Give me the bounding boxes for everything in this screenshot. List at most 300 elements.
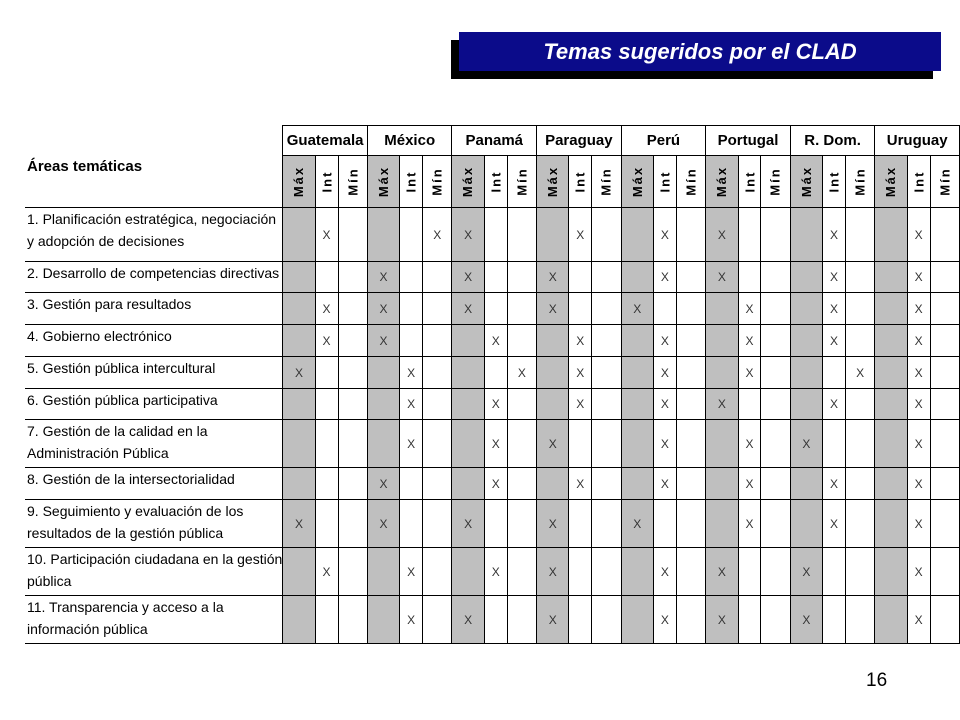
mark-cell: X <box>738 325 761 357</box>
mark-cell <box>338 468 367 500</box>
mark-cell <box>676 293 705 325</box>
mark-cell <box>676 389 705 420</box>
mark-cell <box>592 293 621 325</box>
mark-cell <box>537 208 569 262</box>
mark-cell <box>569 596 592 644</box>
mark-cell: X <box>537 596 569 644</box>
mark-cell <box>484 357 507 389</box>
mark-cell <box>592 208 621 262</box>
mark-cell <box>761 389 790 420</box>
mark-cell <box>823 548 846 596</box>
mark-cell <box>930 596 959 644</box>
mark-cell: X <box>452 208 484 262</box>
row-label <box>25 208 283 262</box>
subcolumn-label: Mín <box>683 166 699 196</box>
mark-cell <box>423 357 452 389</box>
mark-cell: X <box>907 357 930 389</box>
mark-cell <box>790 262 822 293</box>
mark-cell: X <box>907 293 930 325</box>
mark-cell <box>790 500 822 548</box>
subcolumn-label: Mín <box>937 166 953 196</box>
mark-cell <box>569 420 592 468</box>
mark-cell <box>875 262 907 293</box>
mark-cell: X <box>569 208 592 262</box>
subcolumn-label: Máx <box>460 165 476 197</box>
subcolumn-label: Int <box>319 170 335 192</box>
mark-cell <box>845 325 874 357</box>
mark-cell <box>338 548 367 596</box>
table-row <box>25 596 960 644</box>
mark-cell <box>706 500 738 548</box>
subcolumn-header <box>930 156 959 208</box>
mark-cell: X <box>907 548 930 596</box>
page-number: 16 <box>866 670 888 691</box>
mark-cell <box>706 468 738 500</box>
subcolumn-header <box>400 156 423 208</box>
table-row <box>25 293 960 325</box>
subcolumn-header <box>653 156 676 208</box>
mark-cell <box>338 420 367 468</box>
mark-cell <box>283 596 315 644</box>
table-row <box>25 548 960 596</box>
mark-cell <box>507 548 536 596</box>
mark-cell <box>706 293 738 325</box>
mark-cell <box>761 325 790 357</box>
mark-cell: X <box>653 208 676 262</box>
mark-cell <box>423 548 452 596</box>
country-header: R. Dom. <box>790 126 875 156</box>
mark-cell <box>676 208 705 262</box>
mark-cell <box>621 596 653 644</box>
mark-cell: X <box>400 596 423 644</box>
row-label-line: 5. Gestión pública intercultural <box>27 360 216 376</box>
mark-cell: X <box>452 596 484 644</box>
mark-cell: X <box>823 468 846 500</box>
mark-cell <box>738 208 761 262</box>
mark-cell: X <box>823 208 846 262</box>
mark-cell <box>338 357 367 389</box>
mark-cell <box>507 468 536 500</box>
mark-cell: X <box>823 389 846 420</box>
mark-cell <box>706 325 738 357</box>
mark-cell: X <box>367 293 399 325</box>
subcolumn-label: Máx <box>376 165 392 197</box>
mark-cell: X <box>907 262 930 293</box>
row-label <box>25 389 283 420</box>
mark-cell <box>592 596 621 644</box>
mark-cell <box>338 293 367 325</box>
row-label <box>25 325 283 357</box>
row-label <box>25 596 283 644</box>
mark-cell <box>423 500 452 548</box>
mark-cell: X <box>484 325 507 357</box>
mark-cell <box>400 325 423 357</box>
table-row <box>25 262 960 293</box>
mark-cell <box>423 293 452 325</box>
mark-cell: X <box>367 262 399 293</box>
mark-cell: X <box>537 548 569 596</box>
mark-cell <box>845 262 874 293</box>
mark-cell <box>423 325 452 357</box>
mark-cell <box>790 357 822 389</box>
mark-cell <box>592 262 621 293</box>
subcolumn-label: Máx <box>291 165 307 197</box>
mark-cell <box>569 262 592 293</box>
mark-cell <box>738 262 761 293</box>
mark-cell <box>845 468 874 500</box>
table-row <box>25 325 960 357</box>
row-label-line: 9. Seguimiento y evaluación de los <box>27 503 244 519</box>
mark-cell <box>592 468 621 500</box>
mark-cell <box>283 420 315 468</box>
mark-cell <box>400 262 423 293</box>
mark-cell: X <box>569 468 592 500</box>
mark-cell <box>621 208 653 262</box>
subcolumn-header <box>592 156 621 208</box>
mark-cell <box>423 468 452 500</box>
subcolumn-label: Int <box>826 170 842 192</box>
mark-cell <box>283 325 315 357</box>
mark-cell: X <box>738 293 761 325</box>
mark-cell <box>283 262 315 293</box>
mark-cell <box>484 293 507 325</box>
mark-cell <box>507 500 536 548</box>
mark-cell <box>452 468 484 500</box>
mark-cell <box>338 208 367 262</box>
row-label-line: 4. Gobierno electrónico <box>27 328 172 344</box>
table-row <box>25 420 960 468</box>
subcolumn-header <box>845 156 874 208</box>
mark-cell <box>283 389 315 420</box>
country-header: Guatemala <box>283 126 368 156</box>
mark-cell: X <box>706 389 738 420</box>
mark-cell: X <box>315 325 338 357</box>
table-body <box>25 208 960 644</box>
mark-cell: X <box>537 500 569 548</box>
mark-cell <box>875 596 907 644</box>
subcolumn-header <box>569 156 592 208</box>
mark-cell <box>823 420 846 468</box>
mark-cell <box>537 389 569 420</box>
mark-cell: X <box>569 325 592 357</box>
mark-cell: X <box>537 293 569 325</box>
row-label-line: 3. Gestión para resultados <box>27 296 192 312</box>
mark-cell: X <box>537 420 569 468</box>
subcolumn-label: Int <box>741 170 757 192</box>
mark-cell <box>930 389 959 420</box>
mark-cell <box>676 548 705 596</box>
mark-cell: X <box>400 357 423 389</box>
mark-cell: X <box>706 596 738 644</box>
mark-cell <box>790 325 822 357</box>
mark-cell <box>315 420 338 468</box>
mark-cell <box>423 262 452 293</box>
mark-cell <box>507 208 536 262</box>
subcolumn-label: Mín <box>852 166 868 196</box>
mark-cell <box>484 262 507 293</box>
row-label-line: resultados de la gestión pública <box>27 525 224 541</box>
mark-cell <box>676 596 705 644</box>
subcolumn-label: Int <box>657 170 673 192</box>
mark-cell <box>569 500 592 548</box>
mark-cell: X <box>653 325 676 357</box>
mark-cell: X <box>400 389 423 420</box>
row-label-line: 10. Participación ciudadana en la gestión <box>27 551 283 567</box>
row-label-line: información pública <box>27 621 148 637</box>
subcolumn-header <box>907 156 930 208</box>
mark-cell <box>875 208 907 262</box>
mark-cell: X <box>907 389 930 420</box>
themes-table <box>25 125 960 644</box>
country-header: Paraguay <box>537 126 622 156</box>
mark-cell <box>845 293 874 325</box>
mark-cell: X <box>790 596 822 644</box>
mark-cell: X <box>706 262 738 293</box>
subcolumn-header <box>537 156 569 208</box>
mark-cell <box>283 548 315 596</box>
mark-cell <box>930 325 959 357</box>
mark-cell <box>676 500 705 548</box>
mark-cell <box>315 468 338 500</box>
mark-cell <box>875 293 907 325</box>
mark-cell <box>761 500 790 548</box>
mark-cell <box>790 389 822 420</box>
mark-cell <box>338 262 367 293</box>
mark-cell <box>452 548 484 596</box>
slide-title: Temas sugeridos por el CLAD <box>459 32 941 71</box>
subcolumn-label: Mín <box>345 166 361 196</box>
mark-cell <box>621 468 653 500</box>
mark-cell <box>452 357 484 389</box>
mark-cell: X <box>653 262 676 293</box>
mark-cell <box>823 357 846 389</box>
mark-cell <box>367 389 399 420</box>
mark-cell: X <box>367 500 399 548</box>
row-label-line: 8. Gestión de la intersectorialidad <box>27 471 235 487</box>
mark-cell: X <box>653 548 676 596</box>
mark-cell <box>569 548 592 596</box>
mark-cell <box>875 500 907 548</box>
mark-cell: X <box>315 208 338 262</box>
subcolumn-header <box>706 156 738 208</box>
subcolumn-header <box>621 156 653 208</box>
mark-cell: X <box>653 389 676 420</box>
row-label-line: 1. Planificación estratégica, negociación <box>27 211 277 227</box>
mark-cell <box>507 293 536 325</box>
mark-cell <box>653 293 676 325</box>
mark-cell <box>676 420 705 468</box>
mark-cell: X <box>283 500 315 548</box>
mark-cell <box>761 357 790 389</box>
mark-cell <box>338 325 367 357</box>
mark-cell <box>875 468 907 500</box>
mark-cell: X <box>484 420 507 468</box>
mark-cell <box>507 596 536 644</box>
mark-cell <box>507 325 536 357</box>
mark-cell <box>761 262 790 293</box>
subcolumn-header <box>484 156 507 208</box>
mark-cell <box>592 420 621 468</box>
mark-cell <box>621 548 653 596</box>
mark-cell <box>367 208 399 262</box>
row-label <box>25 500 283 548</box>
mark-cell <box>676 468 705 500</box>
mark-cell <box>823 596 846 644</box>
mark-cell <box>706 420 738 468</box>
table-row <box>25 500 960 548</box>
mark-cell <box>423 596 452 644</box>
mark-cell: X <box>790 548 822 596</box>
mark-cell <box>592 357 621 389</box>
mark-cell <box>930 548 959 596</box>
row-label <box>25 262 283 293</box>
mark-cell <box>400 293 423 325</box>
mark-cell: X <box>907 208 930 262</box>
mark-cell <box>507 389 536 420</box>
mark-cell: X <box>823 262 846 293</box>
subcolumn-header <box>423 156 452 208</box>
country-header: Uruguay <box>875 126 960 156</box>
subcolumn-header <box>823 156 846 208</box>
mark-cell <box>621 420 653 468</box>
mark-cell: X <box>738 468 761 500</box>
subcolumn-label: Máx <box>714 165 730 197</box>
row-label-line: 2. Desarrollo de competencias directivas <box>27 265 280 281</box>
mark-cell <box>845 596 874 644</box>
mark-cell <box>790 208 822 262</box>
mark-cell <box>761 468 790 500</box>
mark-cell: X <box>315 548 338 596</box>
mark-cell <box>315 262 338 293</box>
row-label-line: y adopción de decisiones <box>27 233 185 249</box>
mark-cell: X <box>537 262 569 293</box>
mark-cell: X <box>452 262 484 293</box>
mark-cell <box>452 389 484 420</box>
mark-cell <box>930 293 959 325</box>
mark-cell <box>875 325 907 357</box>
mark-cell <box>930 500 959 548</box>
mark-cell <box>400 500 423 548</box>
subcolumn-label: Mín <box>429 166 445 196</box>
subcolumn-header <box>875 156 907 208</box>
mark-cell <box>930 420 959 468</box>
mark-cell <box>537 468 569 500</box>
mark-cell <box>592 500 621 548</box>
mark-cell <box>875 420 907 468</box>
mark-cell <box>875 389 907 420</box>
mark-cell: X <box>621 500 653 548</box>
row-label <box>25 293 283 325</box>
subcolumn-header <box>738 156 761 208</box>
mark-cell <box>761 548 790 596</box>
mark-cell: X <box>400 548 423 596</box>
row-label-line: Administración Pública <box>27 445 169 461</box>
subcolumn-label: Int <box>572 170 588 192</box>
mark-cell <box>621 357 653 389</box>
mark-cell: X <box>823 293 846 325</box>
country-header: México <box>367 126 452 156</box>
mark-cell <box>452 325 484 357</box>
mark-cell <box>507 262 536 293</box>
mark-cell <box>283 468 315 500</box>
mark-cell <box>676 325 705 357</box>
mark-cell: X <box>569 389 592 420</box>
mark-cell: X <box>400 420 423 468</box>
mark-cell <box>738 389 761 420</box>
mark-cell <box>761 293 790 325</box>
mark-cell: X <box>706 548 738 596</box>
mark-cell <box>452 420 484 468</box>
mark-cell: X <box>738 500 761 548</box>
subcolumn-label: Mín <box>768 166 784 196</box>
mark-cell: X <box>653 420 676 468</box>
table-row <box>25 357 960 389</box>
mark-cell <box>592 548 621 596</box>
mark-cell: X <box>507 357 536 389</box>
subcolumn-label: Máx <box>883 165 899 197</box>
mark-cell <box>423 389 452 420</box>
mark-cell: X <box>367 325 399 357</box>
mark-cell <box>621 262 653 293</box>
mark-cell <box>537 357 569 389</box>
mark-cell <box>423 420 452 468</box>
mark-cell: X <box>283 357 315 389</box>
mark-cell <box>706 357 738 389</box>
mark-cell <box>484 596 507 644</box>
subcolumn-label: Int <box>911 170 927 192</box>
subcolumn-label: Mín <box>514 166 530 196</box>
mark-cell <box>367 548 399 596</box>
subcolumn-header <box>507 156 536 208</box>
mark-cell <box>790 293 822 325</box>
mark-cell <box>653 500 676 548</box>
mark-cell <box>400 468 423 500</box>
mark-cell <box>367 420 399 468</box>
areas-header: Áreas temáticas <box>25 126 283 208</box>
mark-cell <box>875 548 907 596</box>
row-label-line: pública <box>27 573 72 589</box>
mark-cell <box>338 389 367 420</box>
mark-cell: X <box>315 293 338 325</box>
mark-cell: X <box>569 357 592 389</box>
mark-cell <box>537 325 569 357</box>
row-label <box>25 357 283 389</box>
mark-cell: X <box>653 468 676 500</box>
row-label-line: 7. Gestión de la calidad en la <box>27 423 208 439</box>
mark-cell <box>930 468 959 500</box>
subcolumn-label: Mín <box>598 166 614 196</box>
mark-cell <box>592 389 621 420</box>
mark-cell: X <box>484 468 507 500</box>
mark-cell <box>592 325 621 357</box>
mark-cell: X <box>621 293 653 325</box>
mark-cell: X <box>845 357 874 389</box>
subcolumn-label: Máx <box>798 165 814 197</box>
mark-cell <box>845 208 874 262</box>
row-label-line: 6. Gestión pública participativa <box>27 392 218 408</box>
mark-cell: X <box>738 420 761 468</box>
row-label <box>25 548 283 596</box>
mark-cell: X <box>790 420 822 468</box>
mark-cell <box>875 357 907 389</box>
mark-cell: X <box>907 596 930 644</box>
row-label-line: 11. Transparencia y acceso a la <box>27 599 224 615</box>
subcolumn-header <box>367 156 399 208</box>
mark-cell <box>845 548 874 596</box>
subcolumn-header <box>676 156 705 208</box>
mark-cell <box>400 208 423 262</box>
mark-cell <box>283 208 315 262</box>
